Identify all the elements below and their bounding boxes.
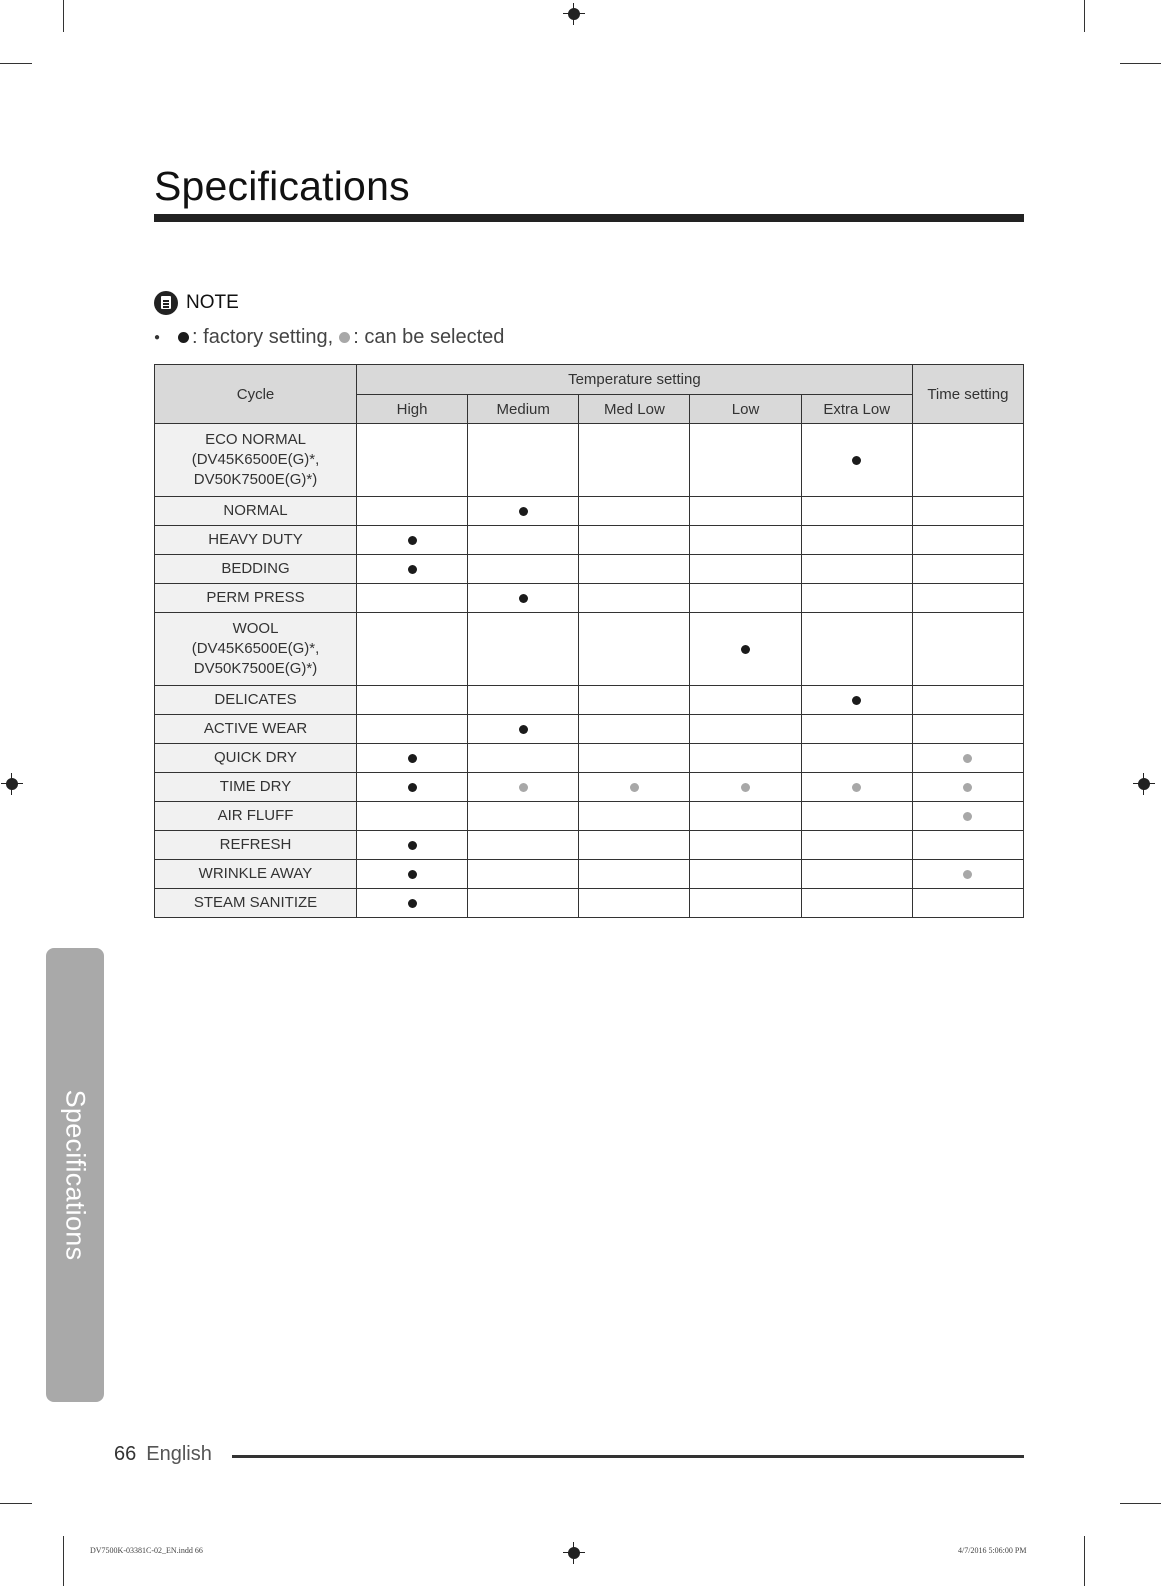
factory-setting-dot-icon <box>408 870 417 879</box>
setting-cell <box>801 686 912 715</box>
setting-cell <box>468 686 579 715</box>
table-row <box>155 773 1024 802</box>
setting-cell <box>690 613 801 686</box>
cycle-name-cell <box>155 831 357 860</box>
cycle-name-cell <box>155 584 357 613</box>
registration-mark-icon <box>1133 773 1155 795</box>
setting-cell <box>468 744 579 773</box>
selectable-dot-icon <box>519 783 528 792</box>
crop-mark <box>0 63 32 64</box>
cycle-name-cell <box>155 613 357 686</box>
setting-cell <box>468 526 579 555</box>
cycle-name-line: STEAM SANITIZE <box>193 894 318 911</box>
setting-cell <box>357 424 468 497</box>
registration-mark-icon <box>563 1542 585 1564</box>
setting-cell <box>912 802 1023 831</box>
setting-cell <box>801 860 912 889</box>
factory-setting-dot-icon <box>408 841 417 850</box>
setting-cell <box>801 889 912 918</box>
factory-setting-dot-icon <box>178 332 189 343</box>
setting-cell <box>690 831 801 860</box>
selectable-dot-icon <box>963 812 972 821</box>
setting-cell <box>690 497 801 526</box>
setting-cell <box>690 686 801 715</box>
page-number: 66 <box>114 1443 137 1465</box>
setting-cell <box>912 686 1023 715</box>
setting-cell <box>690 424 801 497</box>
setting-cell <box>579 424 690 497</box>
header-temp-low: Low <box>690 395 801 424</box>
setting-cell <box>357 889 468 918</box>
legend-factory-text: : factory setting, <box>192 326 334 348</box>
selectable-dot-icon <box>339 332 350 343</box>
legend-line <box>154 326 510 349</box>
setting-cell <box>579 889 690 918</box>
setting-cell <box>357 526 468 555</box>
table-row <box>155 715 1024 744</box>
setting-cell <box>468 497 579 526</box>
setting-cell <box>579 584 690 613</box>
table-row <box>155 555 1024 584</box>
cycle-name-line: BEDDING <box>221 560 290 577</box>
setting-cell <box>579 831 690 860</box>
table-row <box>155 424 1024 497</box>
setting-cell <box>801 802 912 831</box>
cycle-name-line: AIR FLUFF <box>217 807 294 824</box>
selectable-dot-icon <box>852 783 861 792</box>
setting-cell <box>468 424 579 497</box>
factory-setting-dot-icon <box>408 754 417 763</box>
setting-cell <box>690 555 801 584</box>
setting-cell <box>357 715 468 744</box>
factory-setting-dot-icon <box>852 456 861 465</box>
setting-cell <box>690 584 801 613</box>
setting-cell <box>801 497 912 526</box>
registration-mark-icon <box>563 3 585 25</box>
factory-setting-dot-icon <box>519 725 528 734</box>
setting-cell <box>468 715 579 744</box>
header-time-setting: Time setting <box>912 365 1023 424</box>
table-row <box>155 686 1024 715</box>
setting-cell <box>801 584 912 613</box>
header-temp-medium: Medium <box>468 395 579 424</box>
factory-setting-dot-icon <box>519 507 528 516</box>
selectable-dot-icon <box>963 783 972 792</box>
slug-file-info: DV7500K-03381C-02_EN.indd 66 <box>90 1546 203 1555</box>
setting-cell <box>912 744 1023 773</box>
cycle-name-line: ACTIVE WEAR <box>203 720 308 737</box>
setting-cell <box>801 613 912 686</box>
setting-cell <box>579 860 690 889</box>
setting-cell <box>468 613 579 686</box>
setting-cell <box>579 555 690 584</box>
setting-cell <box>690 889 801 918</box>
cycle-name-cell <box>155 715 357 744</box>
header-temperature-setting: Temperature setting <box>357 365 913 395</box>
note-icon <box>154 291 178 315</box>
cycle-name-cell <box>155 424 357 497</box>
crop-mark <box>1084 0 1085 32</box>
cycle-name-line: WOOL <box>232 620 279 637</box>
setting-cell <box>690 526 801 555</box>
cycle-name-line: QUICK DRY <box>213 749 298 766</box>
factory-setting-dot-icon <box>408 536 417 545</box>
setting-cell <box>468 773 579 802</box>
cycle-name-line: HEAVY DUTY <box>208 531 303 548</box>
crop-mark <box>1120 1503 1161 1504</box>
cycle-name-line: TIME DRY <box>219 778 292 795</box>
cycle-name-line: DELICATES <box>214 691 297 708</box>
slug-timestamp: 4/7/2016 5:06:00 PM <box>958 1546 1027 1555</box>
registration-mark-icon <box>1 773 23 795</box>
factory-setting-dot-icon <box>408 899 417 908</box>
table-row <box>155 744 1024 773</box>
setting-cell <box>468 889 579 918</box>
cycle-name-cell <box>155 526 357 555</box>
setting-cell <box>801 555 912 584</box>
setting-cell <box>468 555 579 584</box>
cycle-name-cell <box>155 555 357 584</box>
page-footer <box>114 1443 212 1466</box>
selectable-dot-icon <box>963 870 972 879</box>
cycle-name-line: DV50K7500E(G)*) <box>193 471 318 488</box>
cycle-name-cell <box>155 686 357 715</box>
note-label: NOTE <box>186 292 239 313</box>
table-row <box>155 802 1024 831</box>
footer-language: English <box>146 1443 212 1465</box>
crop-mark <box>0 1503 32 1504</box>
cycle-name-line: DV50K7500E(G)*) <box>193 660 318 677</box>
factory-setting-dot-icon <box>408 565 417 574</box>
factory-setting-dot-icon <box>741 645 750 654</box>
table-row <box>155 526 1024 555</box>
setting-cell <box>912 889 1023 918</box>
crop-mark <box>1120 63 1161 64</box>
crop-mark <box>63 0 64 32</box>
crop-mark <box>63 1536 64 1586</box>
cycle-name-cell <box>155 773 357 802</box>
setting-cell <box>690 860 801 889</box>
header-cycle: Cycle <box>155 365 357 424</box>
setting-cell <box>357 613 468 686</box>
cycle-name-line: REFRESH <box>219 836 292 853</box>
table-row <box>155 584 1024 613</box>
setting-cell <box>357 831 468 860</box>
table-row <box>155 889 1024 918</box>
cycle-name-line: (DV45K6500E(G)*, <box>191 451 320 468</box>
setting-cell <box>690 715 801 744</box>
cycle-name-cell <box>155 497 357 526</box>
setting-cell <box>912 497 1023 526</box>
cycle-name-line: PERM PRESS <box>206 589 305 606</box>
setting-cell <box>801 526 912 555</box>
setting-cell <box>357 773 468 802</box>
setting-cell <box>357 860 468 889</box>
setting-cell <box>468 584 579 613</box>
footer-rule <box>232 1455 1024 1458</box>
header-temp-high: High <box>357 395 468 424</box>
setting-cell <box>690 744 801 773</box>
setting-cell <box>690 802 801 831</box>
setting-cell <box>579 773 690 802</box>
cycle-name-line: WRINKLE AWAY <box>198 865 313 882</box>
setting-cell <box>579 497 690 526</box>
setting-cell <box>912 773 1023 802</box>
setting-cell <box>801 715 912 744</box>
setting-cell <box>579 744 690 773</box>
factory-setting-dot-icon <box>408 783 417 792</box>
setting-cell <box>357 744 468 773</box>
crop-mark <box>1084 1536 1085 1586</box>
setting-cell <box>801 424 912 497</box>
setting-cell <box>912 424 1023 497</box>
setting-cell <box>579 715 690 744</box>
table-row <box>155 613 1024 686</box>
setting-cell <box>801 773 912 802</box>
note-heading <box>154 291 239 315</box>
table-row <box>155 831 1024 860</box>
setting-cell <box>912 860 1023 889</box>
factory-setting-dot-icon <box>852 696 861 705</box>
cycle-name-cell <box>155 744 357 773</box>
setting-cell <box>357 555 468 584</box>
setting-cell <box>357 584 468 613</box>
cycle-name-cell <box>155 802 357 831</box>
selectable-dot-icon <box>741 783 750 792</box>
setting-cell <box>912 831 1023 860</box>
setting-cell <box>579 802 690 831</box>
setting-cell <box>912 526 1023 555</box>
setting-cell <box>579 686 690 715</box>
setting-cell <box>468 860 579 889</box>
setting-cell <box>801 744 912 773</box>
header-temp-med-low: Med Low <box>579 395 690 424</box>
cycle-name-line: (DV45K6500E(G)*, <box>191 640 320 657</box>
selectable-dot-icon <box>963 754 972 763</box>
setting-cell <box>912 584 1023 613</box>
setting-cell <box>912 555 1023 584</box>
setting-cell <box>912 613 1023 686</box>
side-tab-label: Specifications <box>60 1089 91 1261</box>
setting-cell <box>579 526 690 555</box>
table-row <box>155 860 1024 889</box>
header-temp-extra-low: Extra Low <box>801 395 912 424</box>
bullet-icon: ● <box>154 332 161 343</box>
table-body <box>155 424 1024 918</box>
setting-cell <box>579 613 690 686</box>
cycle-name-cell <box>155 860 357 889</box>
setting-cell <box>357 802 468 831</box>
setting-cell <box>357 686 468 715</box>
selectable-dot-icon <box>630 783 639 792</box>
cycle-name-cell <box>155 889 357 918</box>
cycle-name-line: ECO NORMAL <box>205 431 306 448</box>
side-section-tab <box>46 948 104 1402</box>
cycle-settings-table <box>154 364 1024 918</box>
setting-cell <box>468 831 579 860</box>
legend-selectable-text: : can be selected <box>353 326 505 348</box>
setting-cell <box>468 802 579 831</box>
setting-cell <box>357 497 468 526</box>
cycle-name-line: NORMAL <box>223 502 288 519</box>
setting-cell <box>690 773 801 802</box>
factory-setting-dot-icon <box>519 594 528 603</box>
setting-cell <box>801 831 912 860</box>
table-row <box>155 497 1024 526</box>
setting-cell <box>912 715 1023 744</box>
title-rule <box>154 214 1024 222</box>
page-title: Specifications <box>154 163 410 209</box>
